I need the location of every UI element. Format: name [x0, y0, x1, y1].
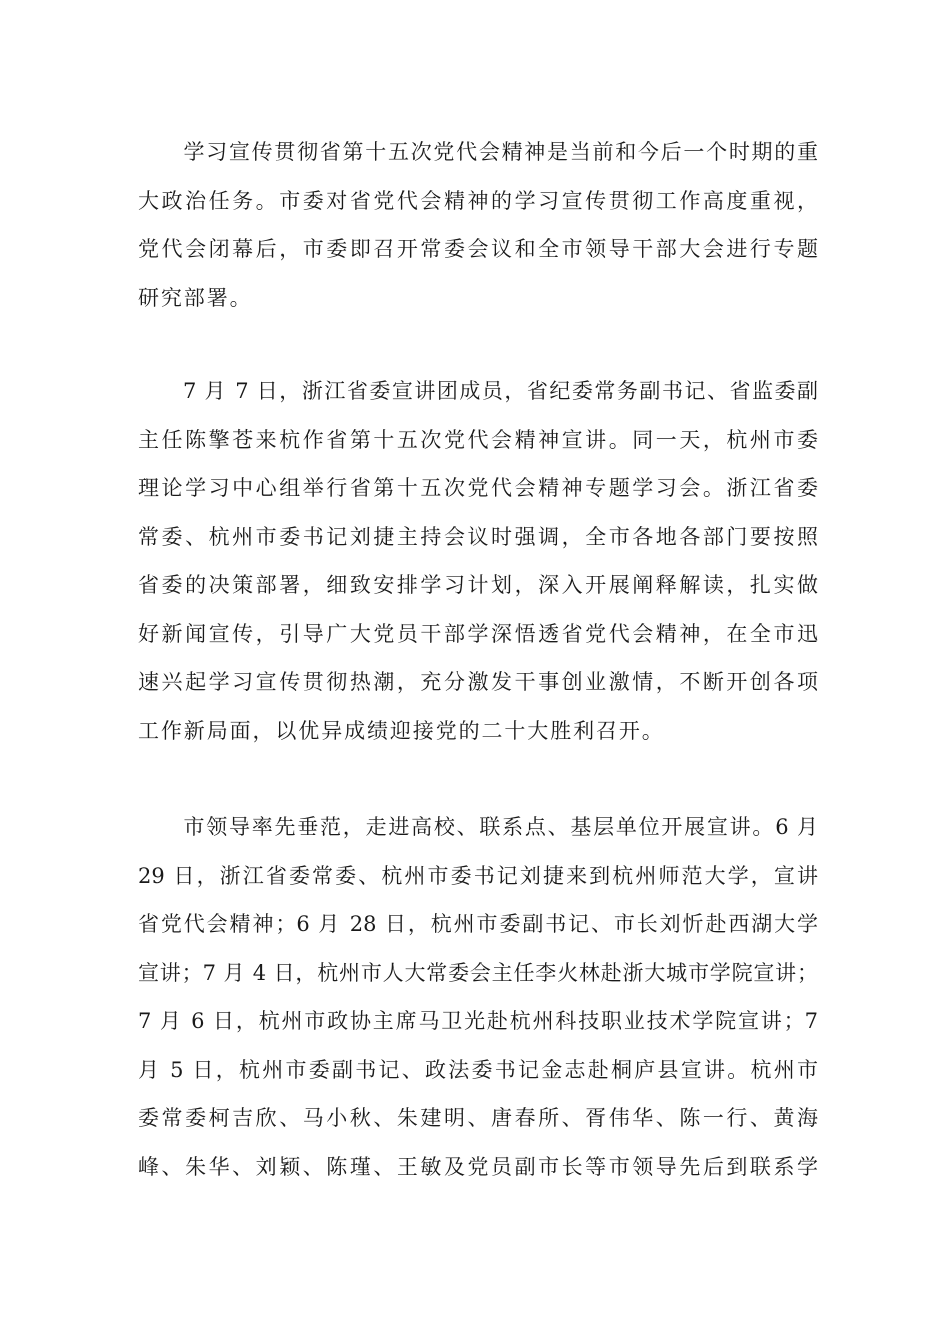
text-line: 7 月 6 日，杭州市政协主席马卫光赴杭州科技职业技术学院宣讲；7	[138, 1009, 818, 1033]
text-line: 研究部署。	[138, 285, 253, 310]
text-line: 宣讲；7 月 4 日，杭州市人大常委会主任李火林赴浙大城市学院宣讲；	[138, 960, 818, 985]
text-line: 省党代会精神；6 月 28 日，杭州市委副书记、市长刘忻赴西湖大学	[138, 912, 818, 936]
text-line: 理论学习中心组举行省第十五次党代会精神专题学习会。浙江省委	[138, 476, 818, 500]
text-line: 工作新局面，以优异成绩迎接党的二十大胜利召开。	[138, 718, 665, 743]
text-line: 省委的决策部署，细致安排学习计划，深入开展阐释解读，扎实做	[138, 573, 818, 597]
text-line: 常委、杭州市委书记刘捷主持会议时强调，全市各地各部门要按照	[138, 524, 818, 549]
text-line: 大政治任务。市委对省党代会精神的学习宣传贯彻工作高度重视，	[138, 188, 818, 213]
text-line: 党代会闭幕后，市委即召开常委会议和全市领导干部大会进行专题	[138, 237, 818, 261]
text-line: 峰、朱华、刘颖、陈瑾、王敏及党员副市长等市领导先后到联系学	[138, 1154, 818, 1179]
text-line: 月 5 日，杭州市委副书记、政法委书记金志赴桐庐县宣讲。杭州市	[138, 1057, 818, 1082]
text-line: 好新闻宣传，引导广大党员干部学深悟透省党代会精神，在全市迅	[138, 621, 818, 646]
paragraph-study-task	[138, 128, 818, 322]
text-line: 委常委柯吉欣、马小秋、朱建明、唐春所、胥伟华、陈一行、黄海	[138, 1106, 818, 1130]
text-line: 速兴起学习宣传贯彻热潮，充分激发干事创业激情，不断开创各项	[138, 670, 818, 694]
text-line: 29 日，浙江省委常委、杭州市委书记刘捷来到杭州师范大学，宣讲	[138, 863, 818, 888]
text-line: 市领导率先垂范，走进高校、联系点、基层单位开展宣讲。6 月	[138, 815, 818, 839]
paragraph-leaders-lectures	[138, 803, 818, 1191]
paragraph-july-7-lecture	[138, 367, 818, 755]
text-line: 主任陈擎苍来杭作省第十五次党代会精神宣讲。同一天，杭州市委	[138, 427, 818, 452]
text-line: 学习宣传贯彻省第十五次党代会精神是当前和今后一个时期的重	[138, 140, 818, 164]
text-line: 7 月 7 日，浙江省委宣讲团成员，省纪委常务副书记、省监委副	[138, 379, 818, 403]
